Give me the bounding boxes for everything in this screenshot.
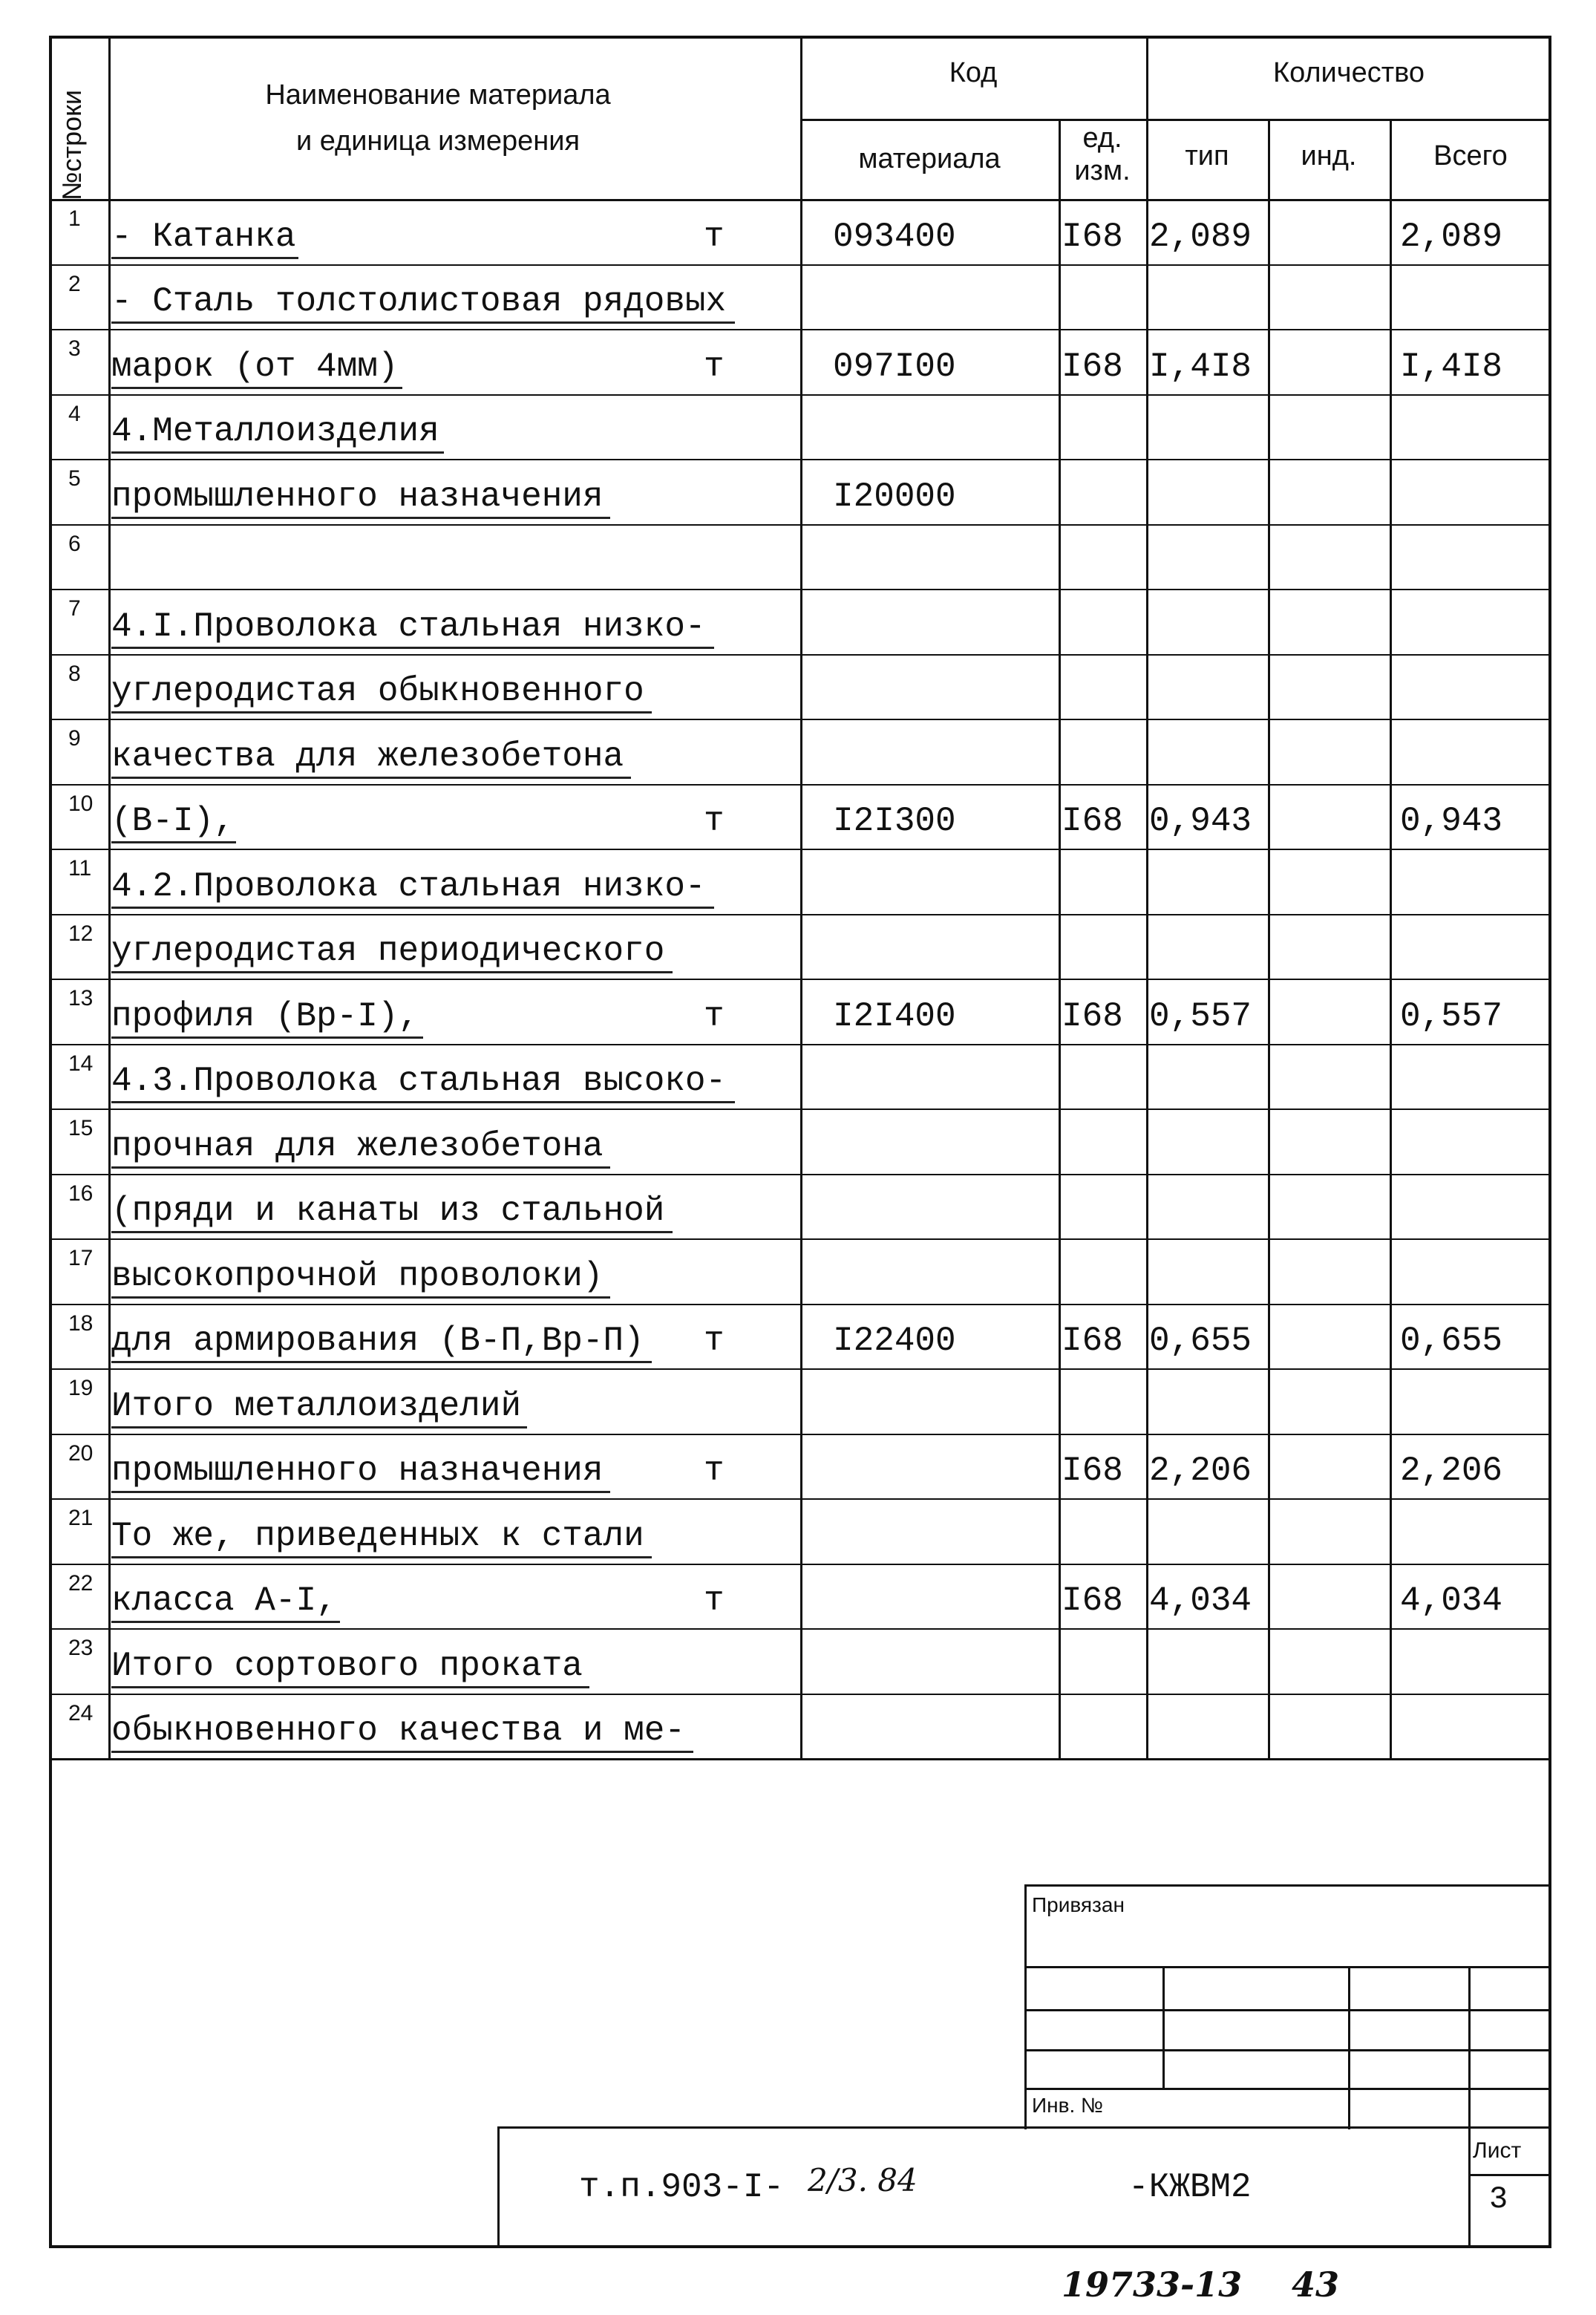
text-underline: [111, 451, 444, 454]
row-divider: [49, 1758, 1551, 1760]
row-number: 8: [68, 662, 81, 686]
inventory-label: Инв. №: [1032, 2094, 1104, 2117]
grid-line: [1146, 36, 1148, 1758]
text-underline: [111, 1491, 610, 1493]
row-number: 3: [68, 336, 81, 361]
grid-line: [1468, 2174, 1551, 2176]
row-number-header-label: №строки: [56, 89, 87, 200]
material-name: углеродистая периодического: [111, 932, 665, 970]
material-name: обыкновенного качества и ме-: [111, 1711, 685, 1750]
grid-line: [1059, 119, 1061, 1758]
material-name: прочная для железобетона: [111, 1127, 604, 1166]
unit-mark: т: [704, 997, 725, 1036]
row-number: 21: [68, 1506, 94, 1530]
text-underline: [111, 1361, 652, 1363]
doc-suffix: -КЖВМ2: [1128, 2168, 1252, 2207]
quantity-total: 2,206: [1400, 1452, 1503, 1490]
unit-code: I68: [1062, 1452, 1123, 1490]
qty-type-header: тип: [1185, 140, 1229, 172]
material-name: - Сталь толстолистовая рядовых: [111, 282, 727, 321]
unit-header-line2: изм.: [1074, 155, 1131, 186]
unit-code: I68: [1062, 802, 1123, 840]
text-underline: [111, 1751, 693, 1753]
page-reference: 43: [1292, 2265, 1340, 2305]
text-underline: [111, 777, 631, 779]
row-number: 2: [68, 272, 81, 296]
text-underline: [111, 257, 298, 259]
grid-line: [1390, 119, 1392, 1758]
row-divider: [49, 1044, 1551, 1045]
grid-line: [1024, 1884, 1027, 2129]
quantity-total: I,4I8: [1400, 347, 1503, 386]
quantity-total: 2,089: [1400, 218, 1503, 256]
row-number: 22: [68, 1571, 94, 1596]
unit-mark: т: [704, 1452, 725, 1490]
material-name: профиля (Вр-I),: [111, 997, 419, 1036]
row-number: 11: [68, 856, 92, 881]
row-number: 23: [68, 1636, 94, 1660]
archive-number: 19733-13: [1062, 2265, 1243, 2305]
doc-code: т.п.903-I-: [579, 2168, 785, 2207]
quantity-type: 0,557: [1149, 997, 1252, 1036]
unit-code: I68: [1062, 218, 1123, 256]
unit-mark: т: [704, 1581, 725, 1620]
unit-code: I68: [1062, 1322, 1123, 1360]
row-number: 19: [68, 1376, 94, 1400]
row-number: 15: [68, 1116, 94, 1140]
row-divider: [49, 654, 1551, 656]
material-name: Итого сортового проката: [111, 1647, 583, 1685]
row-divider: [49, 979, 1551, 980]
row-number: 16: [68, 1181, 94, 1206]
row-divider: [49, 329, 1551, 330]
row-divider: [49, 394, 1551, 396]
unit-mark: т: [704, 1322, 725, 1360]
text-underline: [111, 1621, 340, 1623]
unit-code: I68: [1062, 997, 1123, 1036]
row-divider: [49, 1174, 1551, 1175]
quantity-total: 0,655: [1400, 1322, 1503, 1360]
material-name: качества для железобетона: [111, 737, 624, 776]
row-divider: [49, 719, 1551, 720]
row-number: 9: [68, 726, 81, 751]
material-name: Итого металлоизделий: [111, 1387, 522, 1426]
row-number: 4: [68, 402, 81, 426]
unit-mark: т: [704, 218, 725, 256]
unit-mark: т: [704, 347, 725, 386]
row-number: 18: [68, 1311, 94, 1336]
material-name: 4.2.Проволока стальная низко-: [111, 867, 706, 906]
row-number: 5: [68, 466, 81, 491]
row-divider: [49, 1304, 1551, 1305]
row-divider: [49, 784, 1551, 786]
row-divider: [49, 1238, 1551, 1240]
text-underline: [111, 387, 402, 389]
grid-line: [1162, 1966, 1165, 2088]
row-divider: [49, 1108, 1551, 1110]
row-number: 7: [68, 596, 81, 621]
sheet-number: 3: [1489, 2181, 1508, 2217]
text-underline: [111, 1231, 673, 1233]
text-underline: [111, 841, 236, 843]
material-name: 4.3.Проволока стальная высоко-: [111, 1062, 727, 1100]
code-header: Код: [949, 57, 998, 88]
code-material-header: материала: [858, 143, 1001, 174]
material-name: (пряди и канаты из стальной: [111, 1192, 665, 1230]
grid-line: [800, 36, 802, 1758]
qty-ind-header: инд.: [1301, 140, 1357, 172]
bound-label: Привязан: [1032, 1893, 1125, 1916]
unit-mark: т: [704, 802, 725, 840]
quantity-type: 2,206: [1149, 1452, 1252, 1490]
material-code: I2I300: [833, 802, 956, 840]
grid-line: [1468, 1966, 1471, 2248]
material-name: 4.Металлоизделия: [111, 412, 439, 451]
unit-code: I68: [1062, 1581, 1123, 1620]
text-underline: [111, 711, 652, 714]
row-divider: [49, 1498, 1551, 1500]
material-code: I20000: [833, 477, 956, 516]
material-code: I22400: [833, 1322, 956, 1360]
grid-line: [497, 2126, 500, 2248]
quantity-total: 0,557: [1400, 997, 1503, 1036]
grid-line: [1024, 1884, 1551, 1887]
quantity-header: Количество: [1272, 57, 1425, 88]
row-number: 20: [68, 1441, 94, 1466]
text-underline: [111, 647, 714, 649]
row-number: 6: [68, 532, 81, 556]
material-name: для армирования (В-П,Вр-П): [111, 1322, 644, 1360]
qty-total-header: Всего: [1433, 140, 1508, 172]
text-underline: [111, 517, 610, 519]
row-divider: [49, 459, 1551, 460]
material-name: углеродистая обыкновенного: [111, 672, 644, 711]
quantity-type: 4,034: [1149, 1581, 1252, 1620]
material-name: То же, приведенных к стали: [111, 1517, 644, 1555]
text-underline: [111, 1166, 610, 1169]
material-name: марок (от 4мм): [111, 347, 399, 386]
grid-line: [1268, 119, 1270, 1758]
row-number: 24: [68, 1701, 94, 1725]
text-underline: [111, 1296, 610, 1299]
quantity-type: I,4I8: [1149, 347, 1252, 386]
quantity-total: 4,034: [1400, 1581, 1503, 1620]
row-divider: [49, 1694, 1551, 1695]
material-code: 093400: [833, 218, 956, 256]
row-number: 10: [68, 791, 94, 816]
text-underline: [111, 1556, 652, 1558]
grid-line: [1348, 1966, 1350, 2129]
material-name: промышленного назначения: [111, 477, 604, 516]
text-underline: [111, 1036, 423, 1039]
row-divider: [49, 1564, 1551, 1565]
material-name: класса А-I,: [111, 1581, 337, 1620]
sheet-label: Лист: [1473, 2138, 1522, 2163]
material-name: (В-I),: [111, 802, 235, 840]
material-code: 097I00: [833, 347, 956, 386]
doc-code-handwritten: 2/3. 84: [808, 2162, 918, 2198]
row-number: 14: [68, 1051, 94, 1076]
quantity-type: 0,655: [1149, 1322, 1252, 1360]
row-divider: [49, 914, 1551, 915]
row-divider: [49, 1368, 1551, 1370]
grid-line: [1024, 1966, 1551, 1968]
row-divider: [49, 1434, 1551, 1435]
row-divider: [49, 1628, 1551, 1630]
text-underline: [111, 321, 735, 324]
material-name: промышленного назначения: [111, 1452, 604, 1490]
text-underline: [111, 907, 714, 909]
row-divider: [49, 264, 1551, 266]
text-underline: [111, 971, 673, 973]
quantity-type: 2,089: [1149, 218, 1252, 256]
material-name: - Катанка: [111, 218, 296, 256]
material-name: высокопрочной проволоки): [111, 1257, 604, 1296]
unit-code: I68: [1062, 347, 1123, 386]
material-code: I2I400: [833, 997, 956, 1036]
row-number: 12: [68, 921, 94, 946]
grid-line: [800, 119, 1551, 121]
text-underline: [111, 1426, 527, 1428]
row-number: 17: [68, 1246, 94, 1270]
row-number: 1: [68, 206, 81, 231]
grid-line: [1024, 2049, 1551, 2051]
row-divider: [49, 589, 1551, 590]
row-divider: [49, 524, 1551, 526]
quantity-total: 0,943: [1400, 802, 1503, 840]
quantity-type: 0,943: [1149, 802, 1252, 840]
text-underline: [111, 1686, 589, 1688]
grid-line: [497, 2126, 1551, 2129]
grid-line: [1024, 2009, 1551, 2011]
name-header-line1: Наименование материала: [265, 79, 611, 111]
grid-line: [49, 199, 1551, 201]
row-divider: [49, 849, 1551, 850]
text-underline: [111, 1101, 735, 1103]
grid-line: [1024, 2088, 1551, 2090]
unit-header-line1: ед.: [1082, 123, 1122, 154]
row-number: 13: [68, 986, 94, 1010]
name-header-line2: и единица измерения: [295, 125, 580, 157]
material-name: 4.I.Проволока стальная низко-: [111, 607, 706, 646]
